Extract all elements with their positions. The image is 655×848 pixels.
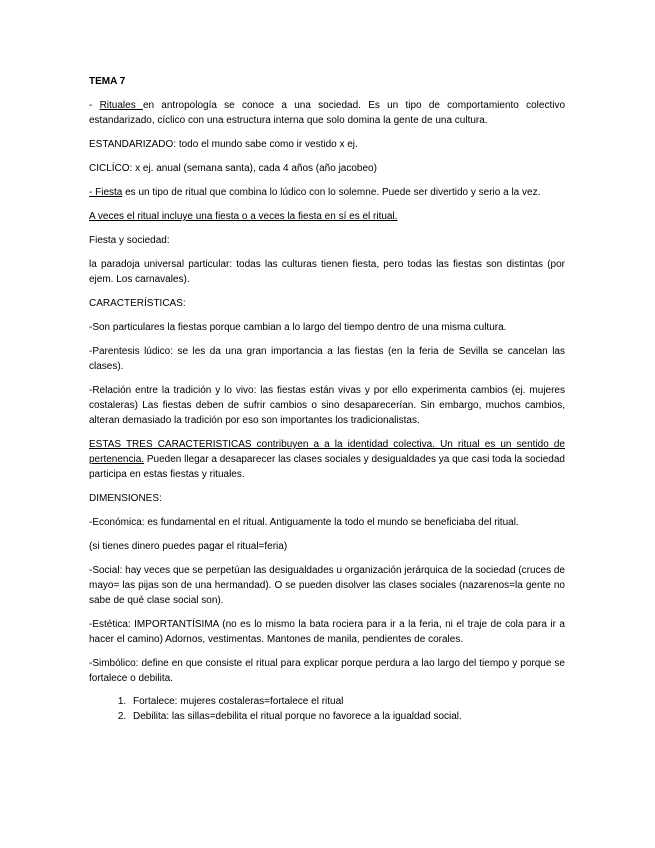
numbered-list <box>89 694 565 724</box>
paragraph-estandarizado: ESTANDARIZADO: todo el mundo sabe como ir vestido x ej. <box>89 139 358 150</box>
list-item-fortalece: 1. Fortalece: mujeres costaleras=fortalece el ritual <box>129 694 565 709</box>
rituales-prefix: - <box>89 100 100 111</box>
dimension-social: -Social: hay veces que se perpetúan las desigualdades u organización jerárquica de la sociedad (cruces de mayo= las pijas son de una hermandad). O se pueden disolver las clases sociales (nazarenos=la gente no sabe de qué clase social son). <box>89 565 565 606</box>
rituales-text: en antropología se conoce a una sociedad. Es un tipo de comportamiento colectivo estandarizado, cíclico con una estructura interna que solo domina la gente de una cultura. <box>89 100 566 126</box>
paragraph-paradoja: la paradoja universal particular: todas las culturas tienen fiesta, pero todas las fiestas son distintas (por ejem. Los carnavales). <box>89 259 565 285</box>
dimension-economica-note: (si tienes dinero puedes pagar el ritual=feria) <box>89 541 288 552</box>
heading-caracteristicas: CARACTERÍSTICAS: <box>89 298 186 309</box>
paragraph-rituales <box>89 98 565 128</box>
document-title: TEMA 7 <box>89 76 126 87</box>
paragraph-fiesta <box>89 185 565 200</box>
rituales-term: Rituales <box>99 100 143 111</box>
paragraph-estas-tres <box>89 437 565 482</box>
paragraph-ciclico: CICLÍCO: x ej. anual (semana santa), cada 4 años (año jacobeo) <box>89 163 377 174</box>
caracteristica-tradicion: -Relación entre la tradición y lo vivo: las fiestas están vivas y por ello experimenta cambios (ej. mujeres costaleras) Las fiestas deben de sufrir cambios o sino desaparecerían. Sin embargo, muchos cambios, alteran demasiado la tradición por eso son importantes los tradicionalistas. <box>89 385 565 426</box>
paragraph-a-veces: A veces el ritual incluye una fiesta o a veces la fiesta en sí es el ritual. <box>89 211 398 222</box>
list-item-debilita: 2. Debilita: las sillas=debilita el ritual porque no favorece a la igualdad social. <box>129 709 565 724</box>
dimension-simbolico: -Simbólico: define en que consiste el ritual para explicar porque perdura a lao largo del tiempo y porque se fortalece o debilita. <box>89 658 565 684</box>
fiesta-text: es un tipo de ritual que combina lo lúdico con lo solemne. Puede ser divertido y serio a la vez. <box>122 187 541 198</box>
document-page <box>89 74 565 724</box>
caracteristica-parentesis: -Parentesis lúdico: se les da una gran importancia a las fiestas (en la feria de Sevilla se cancelan las clases). <box>89 346 565 372</box>
paragraph-fiesta-sociedad: Fiesta y sociedad: <box>89 235 170 246</box>
fiesta-term: - Fiesta <box>89 187 123 198</box>
estas-tres-text: Pueden llegar a desaparecer las clases sociales y desigualdades ya que casi toda la sociedad participa en estas fiestas y rituales. <box>89 454 565 480</box>
estas-tres-underlined: ESTAS TRES CARACTERISTICAS contribuyen a a la identidad colectiva. Un ritual es un sentido de pertenencia. <box>89 439 565 465</box>
heading-dimensiones: DIMENSIONES: <box>89 493 162 504</box>
caracteristica-particulares: -Son particulares la fiestas porque cambian a lo largo del tiempo dentro de una misma cultura. <box>89 322 507 333</box>
dimension-economica: -Económica: es fundamental en el ritual. Antiguamente la todo el mundo se beneficiaba del ritual. <box>89 517 519 528</box>
dimension-estetica: -Estética: IMPORTANTÍSIMA (no es lo mismo la bata rociera para ir a la feria, ni el traje de cola para ir a hacer el camino) Adornos, vestimentas. Mantones de manila, pendientes de corales. <box>89 619 565 645</box>
